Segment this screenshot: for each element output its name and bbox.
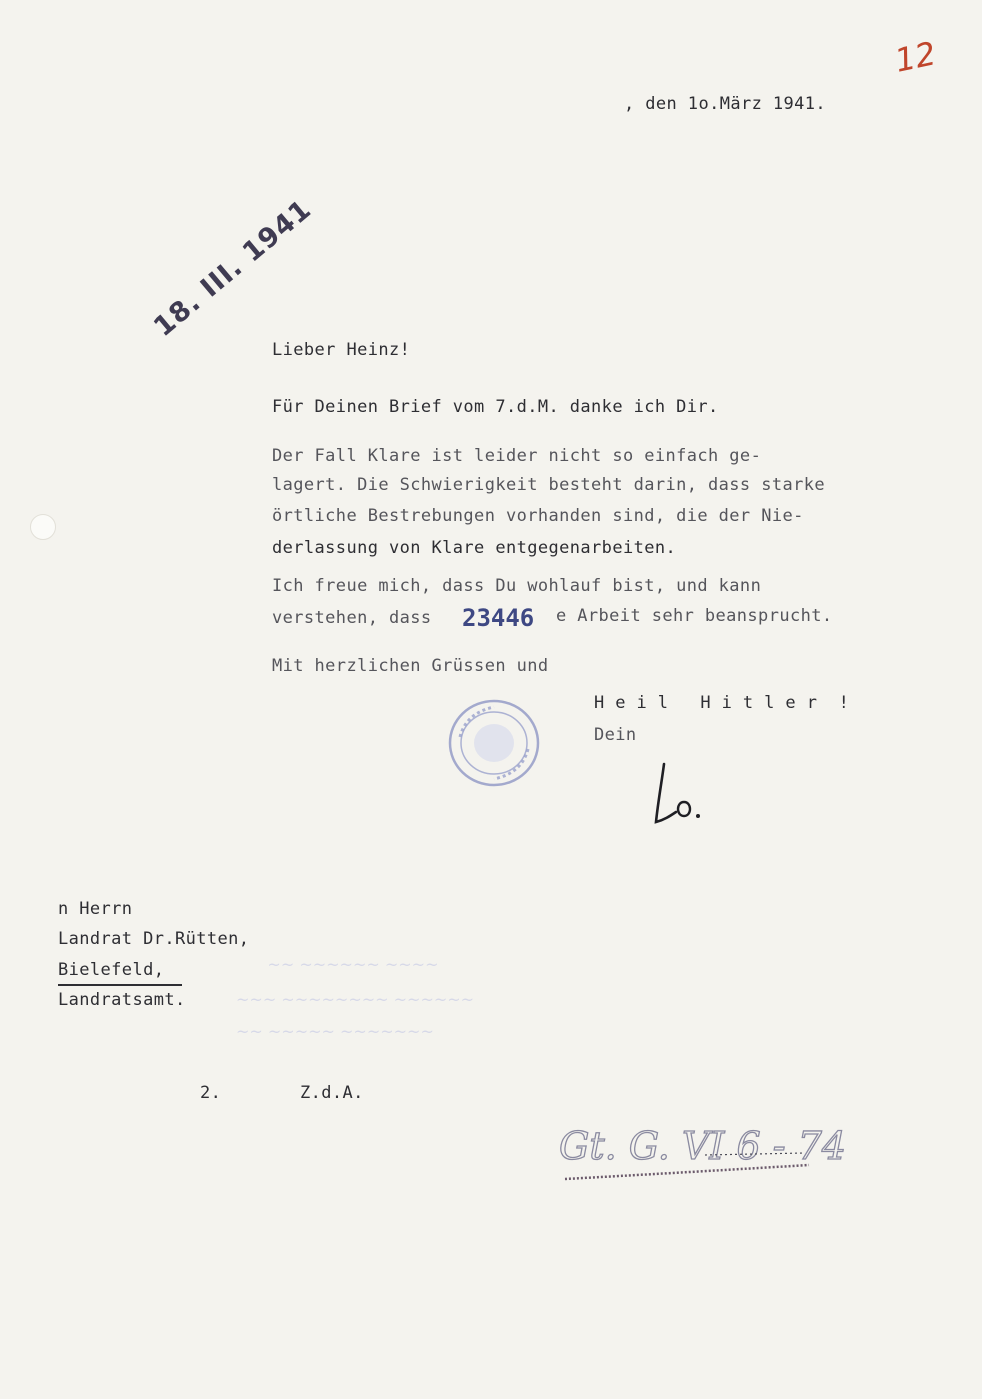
bleed-through-text: ~~~ ~~~~~~~~ ~~~~~~	[236, 990, 475, 1009]
body-line-1: Für Deinen Brief vom 7.d.M. danke ich Dir.	[272, 397, 719, 417]
body-line-6: Ich freue mich, dass Du wohlauf bist, und kann	[272, 576, 762, 596]
registration-number-stamp: 23446	[462, 604, 535, 632]
address-city-underline	[58, 984, 182, 986]
round-seal-stamp	[446, 697, 542, 789]
svg-text:Gt. G. VI 6 - 74: Gt. G. VI 6 - 74	[559, 1124, 847, 1168]
address-line-3: Bielefeld,	[58, 960, 165, 980]
archive-page-number: 12	[891, 34, 940, 80]
handwritten-signature	[650, 760, 710, 830]
closing-greeting: Mit herzlichen Grüssen und	[272, 656, 549, 676]
bleed-through-text: ~~ ~~~~~~ ~~~~	[242, 955, 439, 974]
body-line-5: derlassung von Klare entgegenarbeiten.	[272, 538, 677, 558]
body-line-3: lagert. Die Schwierigkeit besteht darin, dass starke	[272, 475, 826, 495]
body-line-7-end: e Arbeit sehr beansprucht.	[556, 606, 833, 626]
date-line: , den 1o.März 1941.	[624, 94, 827, 114]
scan-background-edge	[982, 0, 1000, 1399]
body-line-2: Der Fall Klare ist leider nicht so einfach ge-	[272, 446, 762, 466]
address-line-4: Landratsamt.	[58, 990, 186, 1010]
address-line-2: Landrat Dr.Rütten,	[58, 929, 250, 949]
bleed-through-text: ~~ ~~~~~ ~~~~~~~	[236, 1022, 434, 1041]
body-line-4: örtliche Bestrebungen vorhanden sind, die der Nie-	[272, 506, 804, 526]
address-line-1: n Herrn	[58, 899, 133, 919]
note-text: Z.d.A.	[300, 1083, 364, 1103]
closing-heil-line: H e i l H i t l e r !	[594, 693, 850, 713]
punch-hole-top	[30, 514, 56, 540]
closing-dein: Dein	[594, 725, 637, 745]
note-number: 2.	[200, 1083, 222, 1103]
received-date-stamp: 18. III. 1941	[148, 193, 318, 343]
salutation: Lieber Heinz!	[272, 340, 411, 360]
filing-reference-stamp	[555, 1115, 847, 1190]
body-line-7-start: verstehen, dass	[272, 608, 443, 628]
